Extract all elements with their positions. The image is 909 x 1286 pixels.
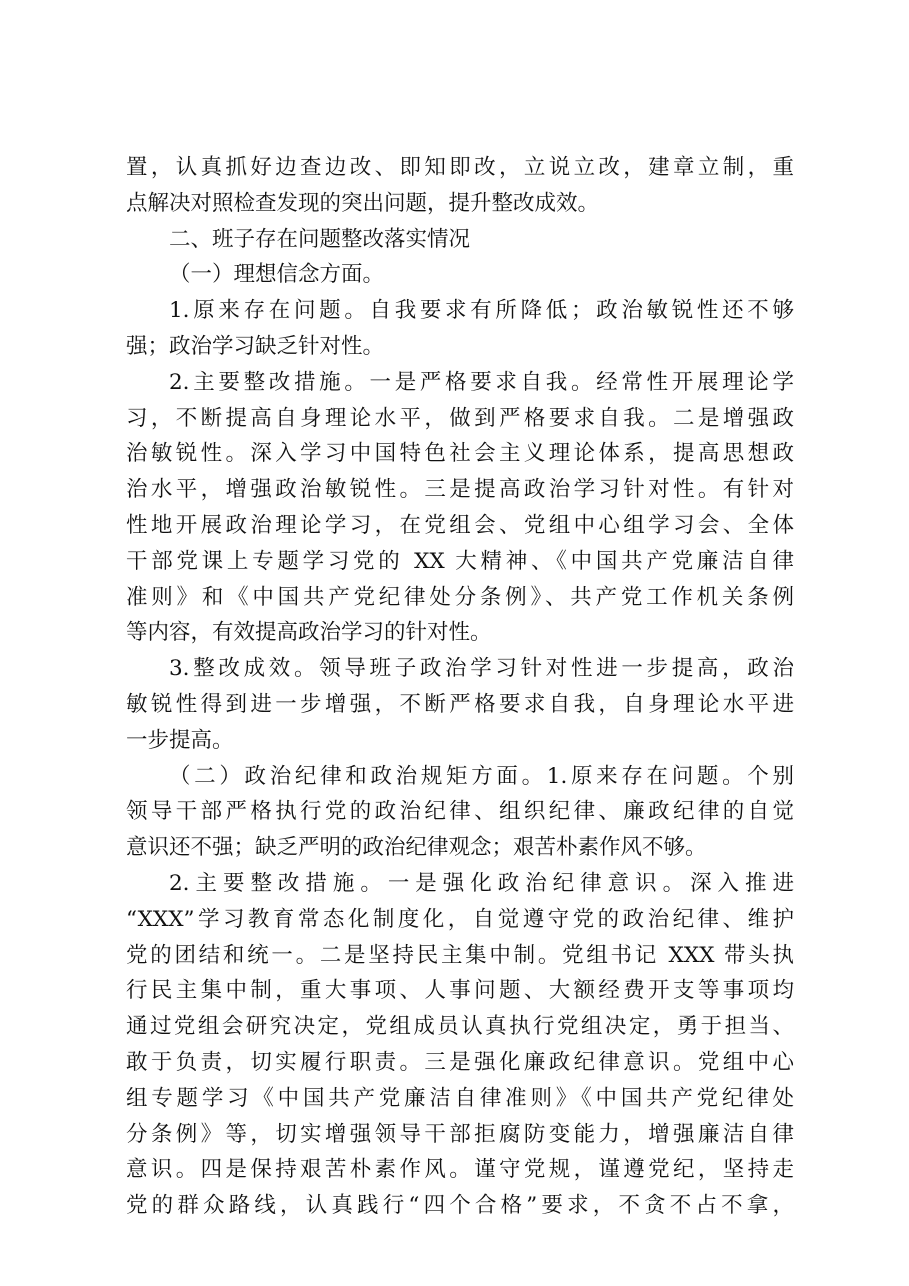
text-line: 性地开展政治理论学习，在党组会、党组中心组学习会、全体 — [126, 512, 794, 538]
text-line: （一）理想信念方面。 — [169, 262, 385, 288]
text-line: 1.原来存在问题。自我要求有所降低；政治敏锐性还不够 — [169, 298, 794, 324]
text-line: 敏锐性得到进一步增强，不断严格要求自我，自身理论水平进 — [126, 691, 794, 717]
text-line: 二、班子存在问题整改落实情况 — [169, 226, 471, 252]
text-line: 党的群众路线，认真践行“四个合格”要求，不贪不占不拿， — [126, 1193, 794, 1219]
document-body — [126, 150, 794, 1224]
text-line: 强；政治学习缺乏针对性。 — [126, 333, 385, 359]
text-line: 治敏锐性。深入学习中国特色社会主义理论体系，提高思想政 — [126, 441, 794, 467]
text-line: （二）政治纪律和政治规矩方面。1.原来存在问题。个别 — [169, 763, 794, 789]
text-line: 治水平，增强政治敏锐性。三是提高政治学习针对性。有针对 — [126, 477, 794, 503]
text-line: 意识还不强；缺乏严明的政治纪律观念；艰苦朴素作风不够。 — [126, 835, 707, 861]
text-line: 行民主集中制，重大事项、人事问题、大额经费开支等事项均 — [126, 978, 794, 1004]
text-line: 党的团结和统一。二是坚持民主集中制。党组书记 XXX 带头执 — [126, 942, 794, 968]
text-line: 点解决对照检查发现的突出问题，提升整改成效。 — [126, 190, 600, 216]
text-line: 通过党组会研究决定，党组成员认真执行党组决定，勇于担当、 — [126, 1014, 794, 1040]
text-line: 分条例》等，切实增强领导干部拒腐防变能力，增强廉洁自律 — [126, 1121, 794, 1147]
text-line: 置，认真抓好边查边改、即知即改，立说立改，建章立制，重 — [126, 155, 794, 180]
text-line: 等内容，有效提高政治学习的针对性。 — [126, 620, 492, 646]
text-line: 2.主要整改措施。一是严格要求自我。经常性开展理论学 — [169, 369, 794, 395]
text-line: 组专题学习《中国共产党廉洁自律准则》《中国共产党纪律处 — [126, 1085, 794, 1111]
text-line: 准则》和《中国共产党纪律处分条例》、共产党工作机关条例 — [126, 584, 794, 610]
text-line: 领导干部严格执行党的政治纪律、组织纪律、廉政纪律的自觉 — [126, 799, 794, 825]
text-line: 2.主要整改措施。一是强化政治纪律意识。深入推进 — [169, 870, 794, 896]
text-line: 一步提高。 — [126, 727, 234, 753]
text-line: 敢于负责，切实履行职责。三是强化廉政纪律意识。党组中心 — [126, 1049, 794, 1075]
text-line: 意识。四是保持艰苦朴素作风。谨守党规，谨遵党纪，坚持走 — [126, 1157, 794, 1183]
text-line: “XXX”学习教育常态化制度化，自觉遵守党的政治纪律、维护 — [126, 906, 794, 932]
text-line: 干部党课上专题学习党的 XX 大精神、《中国共产党廉洁自律 — [126, 548, 794, 574]
text-line: 习，不断提高自身理论水平，做到严格要求自我。二是增强政 — [126, 405, 794, 431]
text-line: 3.整改成效。领导班子政治学习针对性进一步提高，政治 — [169, 656, 794, 682]
